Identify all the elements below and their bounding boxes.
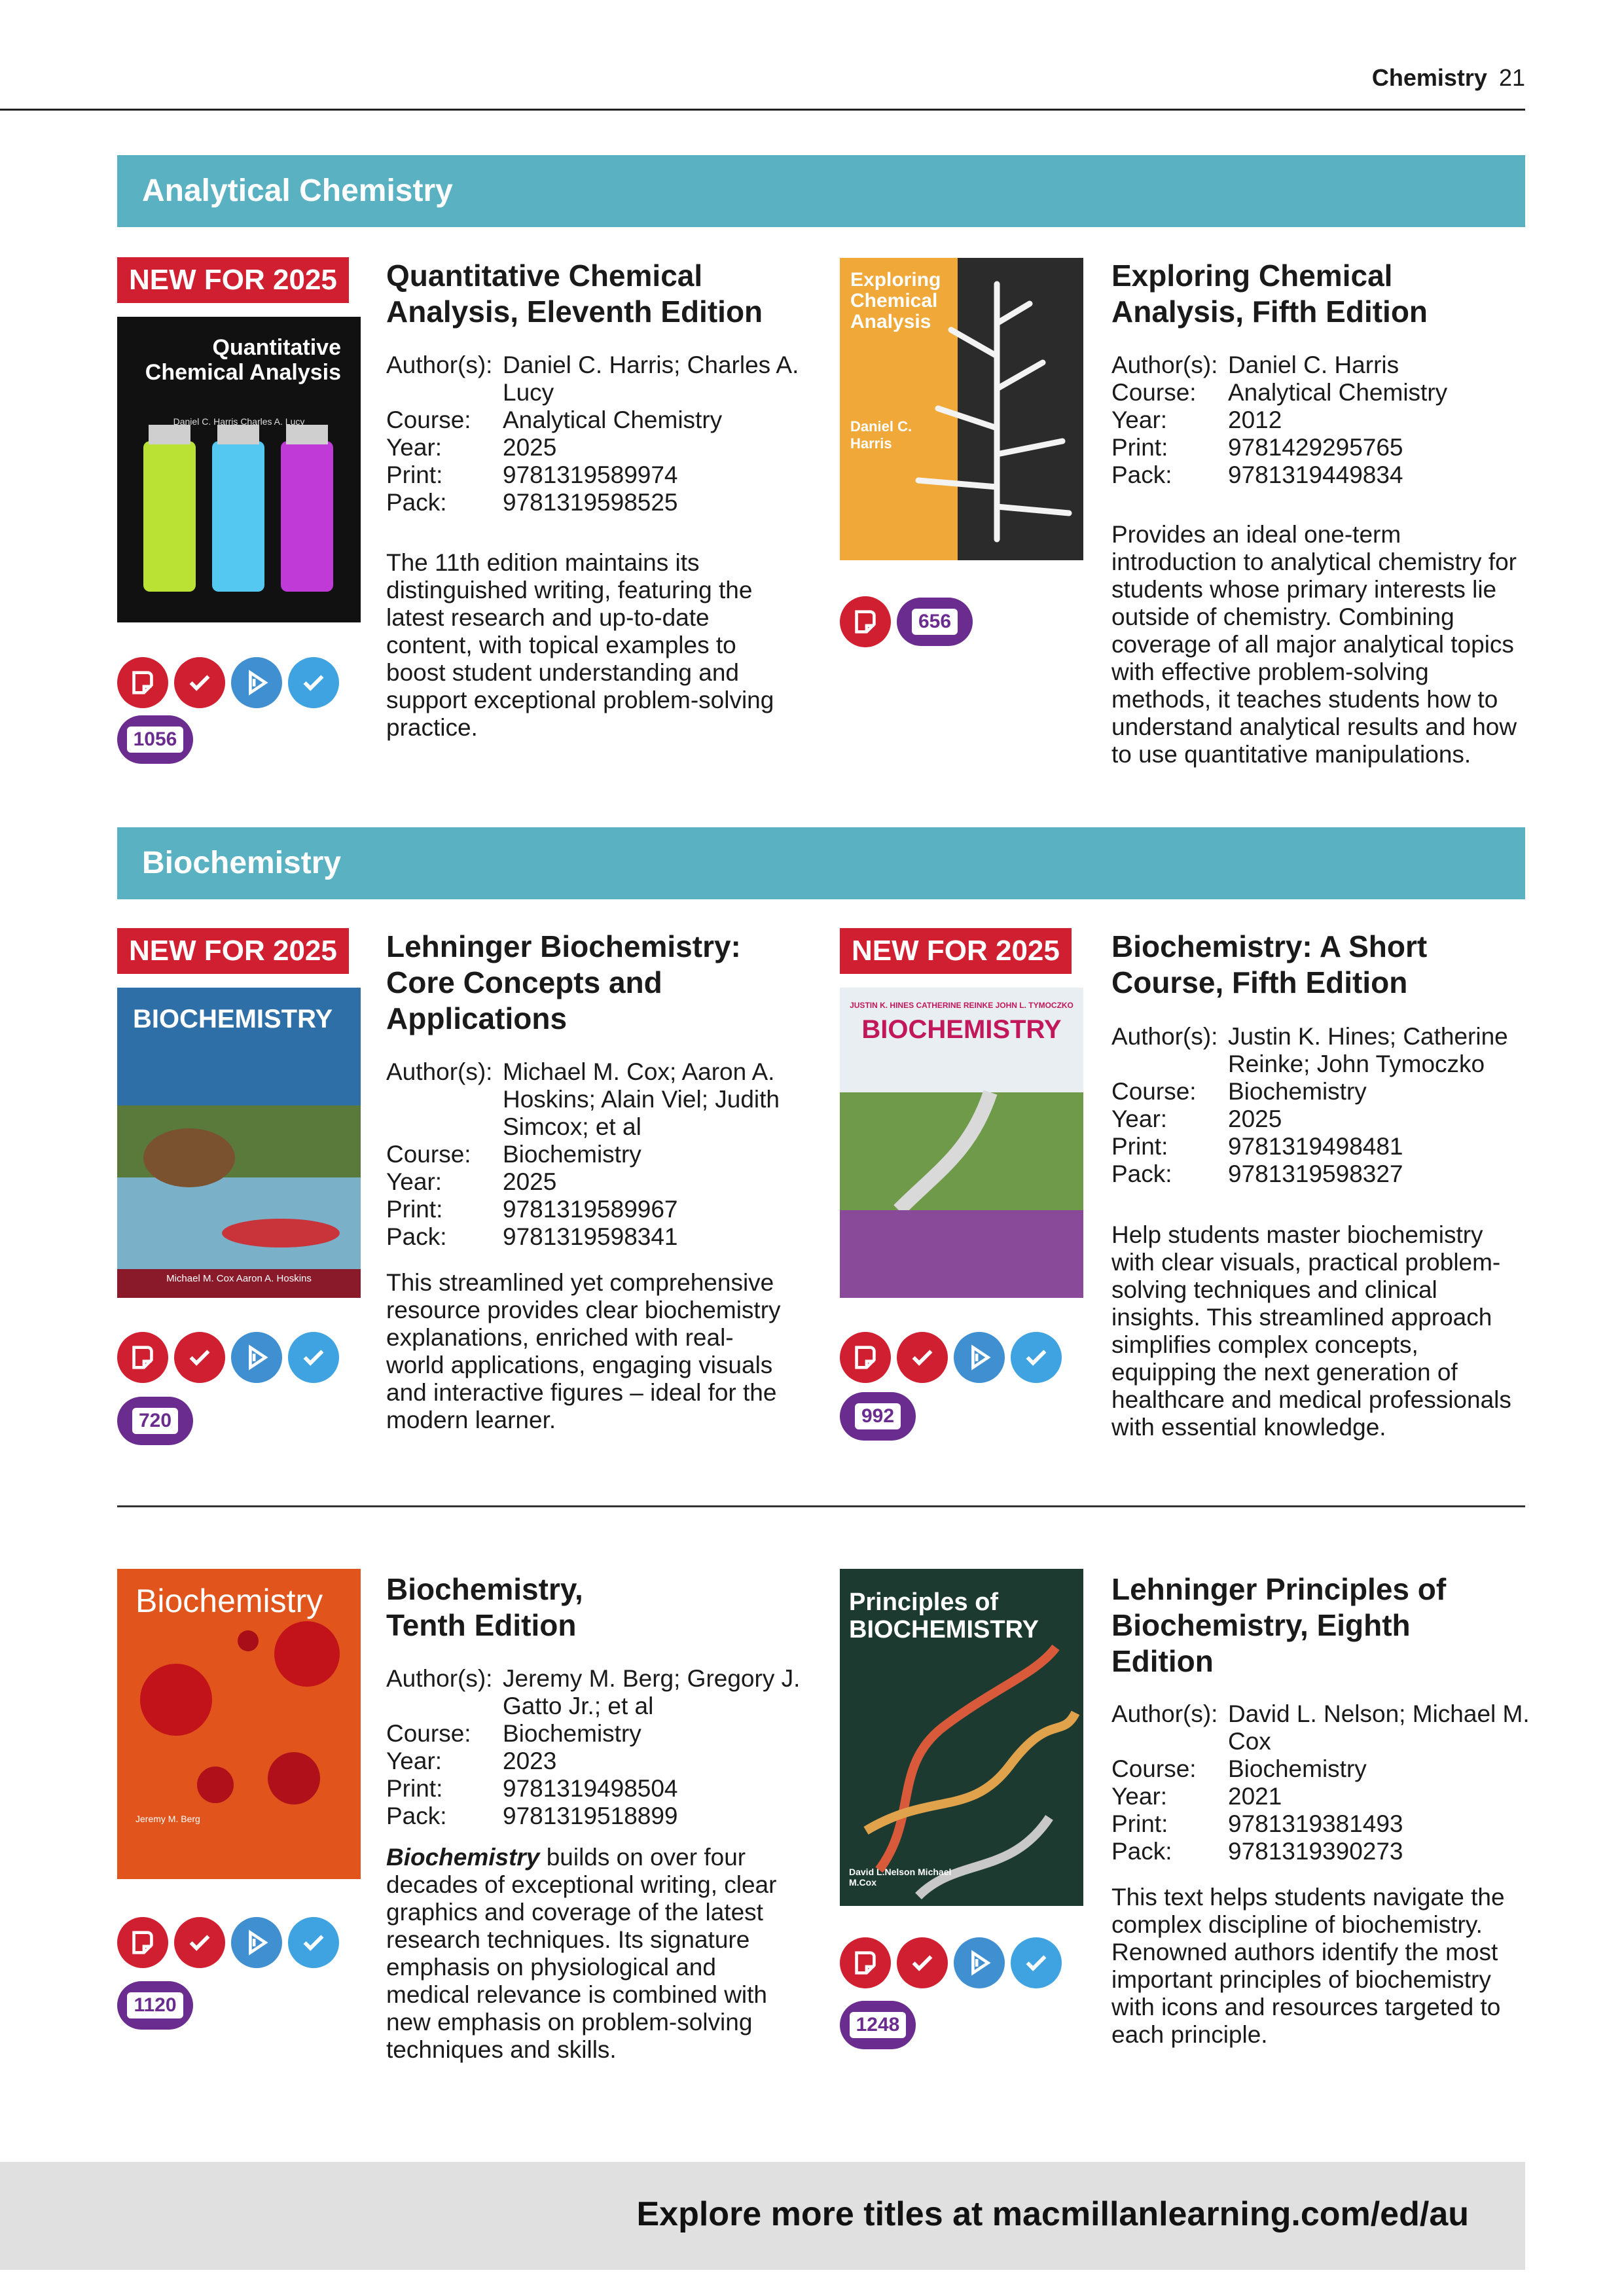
page-count: 720 — [132, 1408, 178, 1434]
check-icon — [897, 1937, 948, 1988]
book-description — [386, 1844, 785, 2064]
cover-authors: David L.Nelson Michael M.Cox — [849, 1867, 952, 1888]
meta-label: Year: — [386, 1168, 442, 1195]
page-count-badge — [117, 1981, 193, 2030]
meta-label: Author(s): — [1111, 1700, 1218, 1727]
meta-label: Pack: — [1111, 461, 1172, 488]
book-description: Provides an ideal one-term introduction to analytical chemistry for students whose primary interests lie outside of chemistry. Combining coverage of all major analytical topics with effective problem-solving methods, it teaches students how to understand analytical results and how to use quantitative manipulations. — [1111, 521, 1517, 768]
meta-label: Print: — [386, 1775, 443, 1802]
ebook-icon — [117, 1917, 168, 1968]
format-icons — [117, 1332, 339, 1383]
meta-label: Course: — [1111, 1078, 1197, 1105]
book-title[interactable]: Lehninger Biochemistry: Core Concepts and Applications — [386, 929, 741, 1035]
print-isbn: 9781319589974 — [503, 461, 678, 488]
ebook-icon — [840, 1332, 891, 1383]
book-title[interactable]: Quantitative Chemical Analysis, Eleventh Edition — [386, 259, 763, 329]
check-icon — [897, 1332, 948, 1383]
book-cover[interactable] — [840, 988, 1083, 1298]
meta-label: Author(s): — [386, 1665, 493, 1692]
new-badge: NEW FOR 2025 — [117, 928, 349, 974]
meta-label: Author(s): — [1111, 351, 1218, 378]
meta-label: Course: — [386, 1141, 471, 1168]
meta-label: Author(s): — [1111, 1023, 1218, 1050]
format-icons — [840, 1332, 1062, 1383]
year-value: 2012 — [1228, 406, 1282, 433]
course-value: Biochemistry — [503, 1720, 641, 1747]
ebook-icon — [117, 1332, 168, 1383]
format-icons — [840, 1937, 1062, 1988]
book-cover[interactable] — [117, 988, 361, 1298]
book-cover[interactable] — [840, 1569, 1083, 1906]
cover-art — [117, 988, 361, 1298]
year-value: 2025 — [503, 434, 557, 461]
authors-value: Michael M. Cox; Aaron A. Hoskins; Alain Viel; Judith Simcox; et al — [503, 1058, 780, 1140]
year-value: 2025 — [1228, 1105, 1282, 1132]
meta-label: Print: — [1111, 1810, 1168, 1837]
ebook-icon — [840, 1937, 891, 1988]
meta-label: Pack: — [1111, 1838, 1172, 1865]
page-count-badge — [897, 598, 973, 646]
page-count-badge — [117, 715, 193, 764]
check-icon — [1011, 1937, 1062, 1988]
book-meta — [386, 1665, 805, 1830]
page-count-badge — [840, 1392, 916, 1441]
description-text: builds on over four decades of exceptional writing, clear graphics and coverage of the latest research techniques. Its signature emphasis on physiological and medical relevance is combined with new emphasis on problem-solving techniques and skills. — [386, 1844, 777, 2063]
play-icon — [231, 1332, 282, 1383]
section-divider — [117, 1505, 1525, 1507]
description-emphasis: Biochemistry — [386, 1844, 540, 1871]
footer-bar — [0, 2162, 1525, 2270]
authors-value: Jeremy M. Berg; Gregory J. Gatto Jr.; et al — [503, 1665, 801, 1719]
year-value: 2025 — [503, 1168, 557, 1195]
check-icon — [288, 657, 339, 708]
page-count-badge — [117, 1397, 193, 1445]
course-value: Analytical Chemistry — [1228, 379, 1448, 406]
meta-label: Course: — [386, 1720, 471, 1747]
print-isbn: 9781319381493 — [1228, 1810, 1403, 1837]
format-icons — [117, 1917, 339, 1968]
authors-value: Justin K. Hines; Catherine Reinke; John Tymoczko — [1228, 1023, 1508, 1077]
cover-title: BIOCHEMISTRY — [133, 1005, 333, 1033]
format-icons — [840, 596, 891, 647]
page-count: 1056 — [127, 726, 184, 753]
meta-label: Course: — [386, 406, 471, 433]
cover-title: Biochemistry — [135, 1583, 323, 1619]
meta-label: Course: — [1111, 379, 1197, 406]
running-head — [1372, 64, 1525, 92]
meta-label: Pack: — [386, 489, 447, 516]
ebook-icon — [117, 657, 168, 708]
play-icon — [231, 657, 282, 708]
course-value: Biochemistry — [1228, 1755, 1367, 1782]
meta-label: Print: — [1111, 1133, 1168, 1160]
cover-title: Quantitative Chemical Analysis — [145, 335, 341, 385]
book-description: This text helps students navigate the complex discipline of biochemistry. Renowned authors identify the most important principles of biochemistry with icons and resources targeted to each principle. — [1111, 1884, 1505, 2048]
book-description: This streamlined yet comprehensive resource provides clear biochemistry explanations, enriched with real-world applications, engaging visuals and interactive figures – ideal for the modern learner. — [386, 1269, 781, 1433]
play-icon — [954, 1937, 1005, 1988]
year-value: 2023 — [503, 1748, 557, 1774]
page-count: 1248 — [850, 2012, 907, 2038]
book-description: Help students master biochemistry with clear visuals, practical problem-solving techniques and clinical insights. This streamlined approach simplifies complex concepts, equipping the next generation of healthcare and medical professionals with essential knowledge. — [1111, 1221, 1511, 1441]
authors-value: Daniel C. Harris; Charles A. Lucy — [503, 351, 799, 406]
ebook-icon — [840, 596, 891, 647]
meta-label: Year: — [386, 434, 442, 461]
pack-isbn: 9781319598525 — [503, 489, 678, 516]
course-value: Biochemistry — [1228, 1078, 1367, 1105]
cover-authors: Jeremy M. Berg — [135, 1814, 200, 1824]
check-icon — [174, 1917, 225, 1968]
meta-label: Year: — [1111, 406, 1168, 433]
meta-label: Author(s): — [386, 1058, 493, 1085]
pack-isbn: 9781319390273 — [1228, 1838, 1403, 1865]
book-title[interactable]: Biochemistry, Tenth Edition — [386, 1572, 583, 1642]
new-badge: NEW FOR 2025 — [117, 257, 349, 303]
format-icons — [117, 657, 339, 708]
book-description: The 11th edition maintains its distinguished writing, featuring the latest research and up-to-date content, with topical examples to boost student understanding and support exceptional problem-solving practice. — [386, 549, 774, 741]
check-icon — [288, 1332, 339, 1383]
book-meta — [1111, 351, 1530, 489]
year-value: 2021 — [1228, 1783, 1282, 1810]
print-isbn: 9781319498504 — [503, 1775, 678, 1802]
cover-title: Principles of BIOCHEMISTRY — [849, 1588, 1039, 1643]
meta-label: Print: — [386, 461, 443, 488]
check-icon — [174, 1332, 225, 1383]
cover-authors: Daniel C. Harris — [850, 418, 912, 452]
book-title[interactable]: Lehninger Principles of Biochemistry, Eighth Edition — [1111, 1572, 1447, 1678]
authors-value: David L. Nelson; Michael M. Cox — [1228, 1700, 1530, 1755]
page-number: 21 — [1498, 64, 1525, 91]
book-cover[interactable] — [117, 1569, 361, 1879]
book-meta — [386, 1058, 805, 1251]
check-icon — [1011, 1332, 1062, 1383]
course-value: Biochemistry — [503, 1141, 641, 1168]
meta-label: Pack: — [386, 1803, 447, 1829]
book-title[interactable]: Exploring Chemical Analysis, Fifth Edition — [1111, 259, 1428, 329]
book-cover[interactable] — [840, 258, 1083, 560]
book-meta — [1111, 1700, 1530, 1865]
course-value: Analytical Chemistry — [503, 406, 723, 433]
meta-label: Year: — [386, 1748, 442, 1774]
page-count-badge — [840, 2001, 916, 2049]
pack-isbn: 9781319598327 — [1228, 1160, 1403, 1187]
print-isbn: 9781319498481 — [1228, 1133, 1403, 1160]
play-icon — [231, 1917, 282, 1968]
meta-label: Print: — [386, 1196, 443, 1223]
cover-authors: Michael M. Cox Aaron A. Hoskins — [166, 1273, 312, 1284]
meta-label: Pack: — [1111, 1160, 1172, 1187]
page-count: 656 — [912, 609, 958, 635]
section-header-analytical: Analytical Chemistry — [117, 155, 1525, 227]
cover-authors: JUSTIN K. HINES CATHERINE REINKE JOHN L. TYMOCZKO — [850, 1001, 1074, 1010]
page-count: 992 — [855, 1403, 901, 1429]
page-count: 1120 — [127, 1992, 183, 2018]
meta-label: Print: — [1111, 434, 1168, 461]
footer-link[interactable]: Explore more titles at macmillanlearning.com/ed/au — [636, 2195, 1469, 2233]
print-isbn: 9781319589967 — [503, 1196, 678, 1223]
pack-isbn: 9781319518899 — [503, 1803, 678, 1829]
play-icon — [954, 1332, 1005, 1383]
check-icon — [288, 1917, 339, 1968]
header-rule — [0, 109, 1525, 111]
check-icon — [174, 657, 225, 708]
new-badge: NEW FOR 2025 — [840, 928, 1072, 974]
meta-label: Pack: — [386, 1223, 447, 1250]
book-cover[interactable] — [117, 317, 361, 622]
meta-label: Year: — [1111, 1105, 1168, 1132]
authors-value: Daniel C. Harris — [1228, 351, 1399, 378]
pack-isbn: 9781319449834 — [1228, 461, 1403, 488]
print-isbn: 9781429295765 — [1228, 434, 1403, 461]
pack-isbn: 9781319598341 — [503, 1223, 678, 1250]
cover-authors: Daniel C. Harris Charles A. Lucy — [173, 416, 305, 427]
cover-title: Exploring Chemical Analysis — [850, 269, 941, 332]
book-meta — [386, 351, 805, 516]
cover-title: BIOCHEMISTRY — [861, 1015, 1062, 1044]
meta-label: Author(s): — [386, 351, 493, 378]
book-meta — [1111, 1023, 1530, 1188]
book-title[interactable]: Biochemistry: A Short Course, Fifth Edition — [1111, 929, 1428, 999]
meta-label: Year: — [1111, 1783, 1168, 1810]
section-header-biochemistry: Biochemistry — [117, 827, 1525, 899]
meta-label: Course: — [1111, 1755, 1197, 1782]
section-name: Chemistry — [1371, 64, 1487, 91]
